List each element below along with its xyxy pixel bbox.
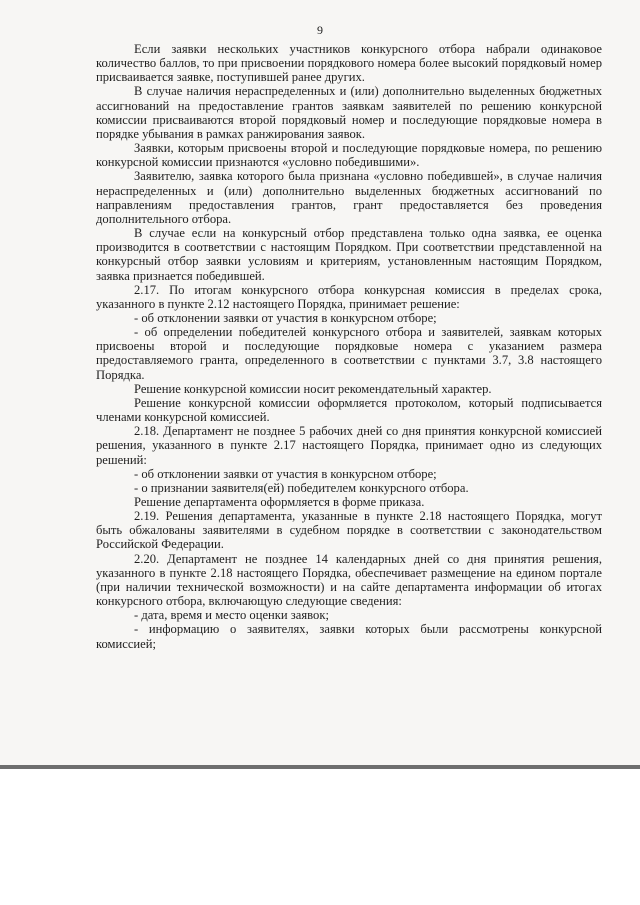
document-body: [96, 42, 602, 651]
paragraph: В случае если на конкурсный отбор представлена только одна заявка, ее оценка производится в соответствии с настоящим Порядком. При соответствии представленной на конкурсный отбор заявки условиям и критериям, установленным настоящим Порядком, заявка признается победившей.: [96, 226, 602, 283]
list-item: - о признании заявителя(ей) победителем конкурсного отбора.: [134, 480, 469, 495]
page-edge-divider: [0, 765, 640, 769]
paragraph: Решение департамента оформляется в форме приказа.: [134, 495, 425, 509]
list-item: - об определении победителей конкурсного отбора и заявителей, заявкам которых присвоены второй и последующие порядковые номера с указанием размера предоставляемого гранта, определенного в соответствии с пунктами 3.7, 3.8 настоящего Порядка.: [96, 325, 602, 382]
paragraph: В случае наличия нераспределенных и (или) дополнительно выделенных бюджетных ассигнований на предоставление грантов заявкам заявителей по решению конкурсной комиссии присваиваются второй порядковый номер и последующие порядковые номера в порядке убывания в рамках ранжирования заявок.: [96, 84, 602, 141]
paragraph: Решение конкурсной комиссии носит рекомендательный характер.: [134, 381, 492, 396]
page-number: 9: [317, 23, 323, 37]
list-item: - информацию о заявителях, заявки которых были рассмотрены конкурсной комиссией;: [96, 622, 602, 651]
list-item: - дата, время и место оценки заявок;: [134, 608, 329, 623]
paragraph: Если заявки нескольких участников конкурсного отбора набрали одинаковое количество баллов, то при присвоении порядкового номера более высокий порядковый номер присваивается заявке, поступившей ранее других.: [96, 42, 602, 85]
paragraph: Решение конкурсной комиссии оформляется протоколом, который подписывается членами конкурсной комиссией.: [96, 395, 602, 425]
paragraph: Заявки, которым присвоены второй и последующие порядковые номера, по решению конкурсной комиссии признаются «условно победившими».: [96, 141, 602, 170]
section-2-17: 2.17. По итогам конкурсного отбора конкурсная комиссия в пределах срока, указанного в пункте 2.12 настоящего Порядка, принимает решение:: [96, 282, 602, 311]
list-item: - об отклонении заявки от участия в конкурсном отборе;: [134, 466, 437, 481]
list-item: - об отклонении заявки от участия в конкурсном отборе;: [134, 310, 437, 325]
section-2-20: 2.20. Департамент не позднее 14 календарных дней со дня принятия решения, указанного в пункте 2.18 настоящего Порядка, обеспечивает размещение на едином портале (при наличии технической возможности) и на сайте департамента информации об итогах конкурсного отбора, включающую следующие сведения:: [96, 551, 602, 609]
section-2-19: 2.19. Решения департамента, указанные в пункте 2.18 настоящего Порядка, могут быть обжалованы заявителями в судебном порядке в соответствии с законодательством Российской Федерации.: [96, 509, 602, 552]
paragraph: Заявителю, заявка которого была признана «условно победившей», в случае наличия нераспределенных и (или) дополнительно выделенных бюджетных ассигнований по направлениям предоставления грантов, грант предоставляется без проведения дополнительного отбора.: [96, 169, 602, 226]
section-2-18: 2.18. Департамент не позднее 5 рабочих дней со дня принятия конкурсной комиссией решения, указанного в пункте 2.17 настоящего Порядка, принимает одно из следующих решений:: [96, 424, 602, 467]
